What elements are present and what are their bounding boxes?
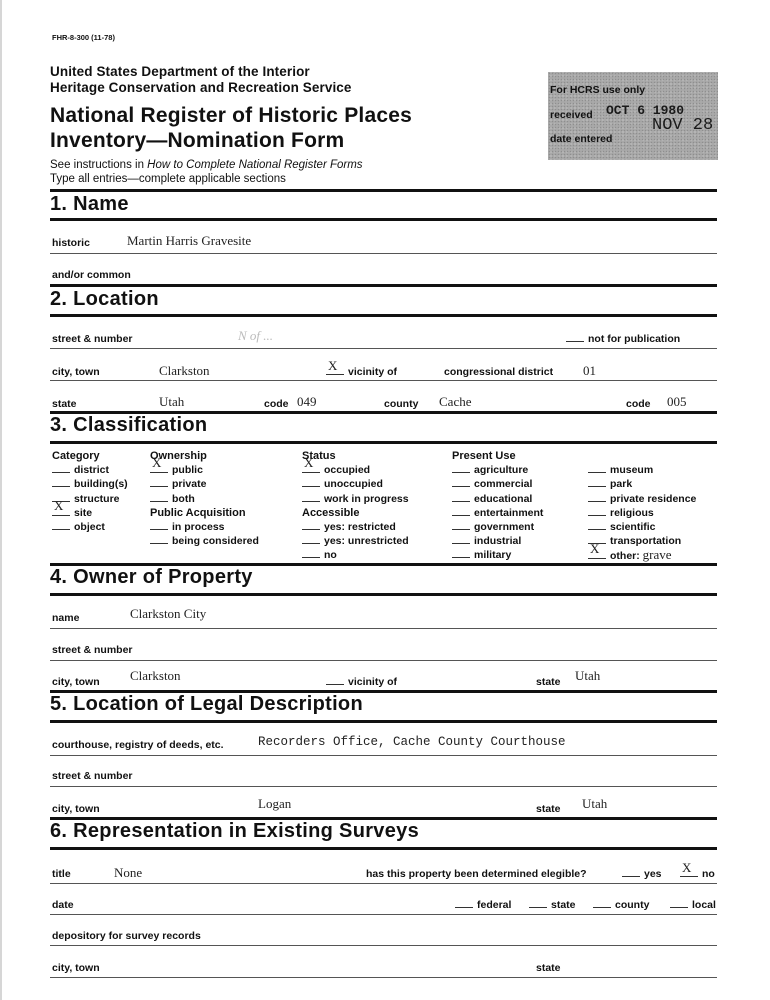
checkbox[interactable] — [302, 549, 320, 558]
status-occupied[interactable] — [302, 463, 409, 477]
checkbox[interactable] — [588, 521, 606, 530]
hcrs-heading: For HCRS use only — [550, 84, 646, 96]
state-label: state — [52, 398, 77, 410]
section-5-heading: 5. Location of Legal Description — [50, 693, 363, 715]
checkbox[interactable] — [52, 521, 70, 530]
received-date: OCT 6 1980 — [606, 103, 685, 118]
option-label: park — [610, 478, 633, 491]
checkbox[interactable] — [588, 464, 606, 473]
instructions-reference: How to Complete National Register Forms — [147, 159, 363, 171]
survey-date-label: date — [52, 899, 74, 911]
form-title-line-1: National Register of Historic Places — [50, 104, 412, 127]
option-label: government — [474, 521, 535, 534]
county-field[interactable]: Cache — [439, 394, 472, 409]
vicinity-label: vicinity of — [348, 676, 398, 688]
field-line — [50, 253, 717, 254]
option-label: commercial — [474, 478, 533, 491]
option-label: state — [551, 899, 576, 911]
ownership-public[interactable] — [150, 463, 259, 477]
category-object[interactable] — [52, 520, 128, 534]
option-label: museum — [610, 464, 654, 477]
owner-city-field[interactable]: Clarkston — [130, 668, 181, 683]
vicinity-label: vicinity of — [348, 366, 398, 378]
checkbox[interactable] — [588, 493, 606, 502]
checkbox[interactable] — [588, 550, 606, 559]
option-label: unoccupied — [324, 478, 383, 491]
checkbox[interactable] — [302, 464, 320, 473]
field-line — [50, 977, 717, 978]
option-label: building(s) — [74, 478, 128, 491]
state-code-field[interactable]: 049 — [297, 394, 317, 409]
checkbox[interactable] — [452, 535, 470, 544]
no-label: no — [702, 868, 715, 880]
present-use-header: Present Use — [452, 450, 516, 462]
option-label: district — [74, 464, 110, 477]
checkbox[interactable] — [452, 521, 470, 530]
hcrs-use-only-box — [548, 72, 718, 160]
option-label: object — [74, 521, 105, 534]
checkbox[interactable] — [452, 549, 470, 558]
depository-label: depository for survey records — [52, 930, 201, 942]
no-checkbox[interactable] — [680, 868, 698, 877]
checkbox[interactable] — [455, 899, 473, 908]
divider — [50, 189, 717, 192]
acquisition-being-considered[interactable] — [150, 534, 259, 548]
section-4-heading: 4. Owner of Property — [50, 566, 253, 588]
status-header: Status — [302, 450, 336, 462]
option-label: industrial — [474, 535, 522, 548]
vicinity-option[interactable] — [326, 366, 397, 378]
category-site[interactable] — [52, 506, 128, 520]
county-label: county — [384, 398, 419, 410]
use-museum[interactable] — [588, 463, 696, 477]
owner-name-field[interactable]: Clarkston City — [130, 606, 207, 621]
status-group — [302, 449, 409, 563]
field-line — [50, 786, 717, 787]
field-line — [50, 628, 717, 629]
county-code-label: code — [626, 398, 651, 410]
checkbox[interactable] — [302, 535, 320, 544]
eligible-yes-option[interactable] — [622, 868, 662, 880]
option-label: entertainment — [474, 506, 544, 519]
use-commercial[interactable] — [452, 477, 543, 491]
use-religious[interactable] — [588, 506, 696, 520]
level-state-option[interactable] — [529, 899, 576, 911]
use-transportation[interactable] — [588, 534, 696, 548]
checkbox[interactable] — [452, 493, 470, 502]
agency-line-2: Heritage Conservation and Recreation Service — [50, 80, 352, 95]
use-agriculture[interactable] — [452, 463, 543, 477]
category-header: Category — [52, 450, 100, 462]
historic-label: historic — [52, 237, 90, 249]
option-label: scientific — [610, 521, 656, 534]
ownership-header: Ownership — [150, 450, 207, 462]
courthouse-field[interactable]: Recorders Office, Cache County Courthouse — [258, 735, 566, 749]
owner-city-label: city, town — [52, 676, 100, 688]
use-government[interactable] — [452, 520, 543, 534]
field-line — [50, 348, 717, 349]
checkbox[interactable] — [452, 464, 470, 473]
level-county-option[interactable] — [593, 899, 649, 911]
divider — [50, 314, 717, 317]
other-use-field[interactable]: grave — [642, 547, 672, 563]
form-number: FHR-8-300 (11-78) — [52, 33, 115, 42]
ownership-both[interactable] — [150, 492, 259, 506]
option-label: yes: unrestricted — [324, 535, 409, 548]
eligible-question: has this property been determined elegible? — [366, 868, 587, 880]
yes-label: yes — [644, 868, 662, 880]
field-line — [50, 755, 717, 756]
use-park[interactable] — [588, 477, 696, 491]
date-entered-label: date entered — [550, 133, 613, 145]
checkbox[interactable] — [302, 493, 320, 502]
divider — [50, 847, 717, 850]
checkbox[interactable] — [52, 464, 70, 473]
agency-line-1: United States Department of the Interior — [50, 64, 310, 79]
public-acquisition-header: Public Acquisition — [150, 506, 246, 519]
option-label: federal — [477, 899, 512, 911]
city-town-label: city, town — [52, 366, 100, 378]
section-1-heading: 1. Name — [50, 193, 129, 215]
use-industrial[interactable] — [452, 534, 543, 548]
county-code-field[interactable]: 005 — [667, 394, 687, 409]
owner-street-label: street & number — [52, 644, 133, 656]
survey-title-label: title — [52, 868, 71, 880]
divider — [50, 441, 717, 444]
use-private-residence[interactable] — [588, 492, 696, 506]
vicinity-checkbox[interactable] — [326, 676, 344, 685]
divider — [50, 593, 717, 596]
street-number-label: street & number — [52, 333, 133, 345]
checkbox[interactable] — [150, 464, 168, 473]
not-for-publication-checkbox[interactable] — [566, 333, 584, 342]
legal-city-label: city, town — [52, 803, 100, 815]
common-name-label: and/or common — [52, 269, 131, 281]
section-3-heading: 3. Classification — [50, 414, 208, 436]
checkbox[interactable] — [593, 899, 611, 908]
status-work-in-progress[interactable] — [302, 492, 409, 506]
owner-state-label: state — [536, 676, 561, 688]
option-label: religious — [610, 506, 654, 519]
survey-state-label: state — [536, 962, 561, 974]
option-label: being considered — [172, 535, 259, 548]
option-label: other: — [610, 550, 640, 563]
eligible-no-option[interactable] — [680, 868, 715, 880]
survey-title-field[interactable]: None — [114, 865, 143, 880]
present-use-group-2 — [588, 449, 696, 564]
checkbox[interactable] — [150, 493, 168, 502]
checkbox[interactable] — [150, 478, 168, 487]
checkbox[interactable] — [529, 899, 547, 908]
category-group — [52, 449, 128, 534]
option-label: no — [324, 549, 337, 562]
option-label: county — [615, 899, 650, 911]
checkbox[interactable] — [452, 478, 470, 487]
option-label: yes: restricted — [324, 521, 396, 534]
form-title-line-2: Inventory—Nomination Form — [50, 129, 345, 152]
category-buildings[interactable] — [52, 477, 128, 491]
yes-checkbox[interactable] — [622, 868, 640, 877]
use-scientific[interactable] — [588, 520, 696, 534]
survey-city-label: city, town — [52, 962, 100, 974]
level-local-option[interactable] — [670, 899, 716, 911]
section-6-heading: 6. Representation in Existing Surveys — [50, 820, 419, 842]
divider — [50, 720, 717, 723]
use-military[interactable] — [452, 548, 543, 562]
category-district[interactable] — [52, 463, 128, 477]
vicinity-checkbox[interactable] — [326, 366, 344, 375]
use-entertainment[interactable] — [452, 506, 543, 520]
option-label: military — [474, 549, 512, 562]
present-use-group-1 — [452, 449, 543, 563]
state-code-label: code — [264, 398, 289, 410]
historic-name-field[interactable]: Martin Harris Gravesite — [127, 233, 252, 248]
instructions-prefix: See instructions in — [50, 159, 148, 171]
checkbox[interactable] — [52, 507, 70, 516]
checkbox[interactable] — [302, 478, 320, 487]
city-town-field[interactable]: Clarkston — [159, 363, 210, 378]
acquisition-in-process[interactable] — [150, 520, 259, 534]
checkbox[interactable] — [452, 507, 470, 516]
congressional-district-label: congressional district — [444, 366, 554, 378]
street-number-field[interactable]: N of ... — [238, 328, 274, 343]
option-label: public — [172, 464, 203, 477]
checkbox[interactable] — [588, 478, 606, 487]
field-line — [50, 380, 717, 381]
option-label: local — [692, 899, 716, 911]
not-for-publication-label: not for publication — [588, 333, 681, 345]
use-educational[interactable] — [452, 492, 543, 506]
state-field[interactable]: Utah — [159, 394, 185, 409]
checkbox[interactable] — [670, 899, 688, 908]
option-label: agriculture — [474, 464, 529, 477]
option-label: occupied — [324, 464, 371, 477]
option-label: site — [74, 506, 93, 519]
congressional-district-field[interactable]: 01 — [583, 363, 596, 378]
field-line — [50, 914, 717, 915]
divider — [50, 284, 717, 287]
option-label: transportation — [610, 535, 682, 548]
field-line — [50, 883, 717, 884]
owner-state-field[interactable]: Utah — [575, 668, 601, 683]
field-line — [50, 660, 717, 661]
option-label: in process — [172, 521, 225, 534]
legal-state-field[interactable]: Utah — [582, 796, 608, 811]
legal-street-label: street & number — [52, 770, 133, 782]
instructions-line-2: Type all entries—complete applicable sections — [50, 173, 286, 185]
field-line — [50, 945, 717, 946]
section-2-heading: 2. Location — [50, 288, 159, 310]
owner-name-label: name — [52, 612, 80, 624]
level-federal-option[interactable] — [455, 899, 511, 911]
instructions-line-1 — [50, 159, 363, 171]
divider — [50, 218, 717, 221]
date-entered-value: NOV 28 — [652, 116, 714, 135]
accessible-no[interactable] — [302, 548, 409, 562]
option-label: both — [172, 492, 195, 505]
owner-vicinity-option[interactable] — [326, 676, 397, 688]
option-label: educational — [474, 492, 533, 505]
option-label: private — [172, 478, 207, 491]
accessible-yes-restricted[interactable] — [302, 520, 409, 534]
option-label: structure — [74, 492, 120, 505]
checkbox[interactable] — [150, 535, 168, 544]
use-other[interactable] — [588, 548, 696, 563]
checkbox[interactable] — [588, 507, 606, 516]
option-label: work in progress — [324, 492, 409, 505]
ownership-group — [150, 449, 259, 548]
status-unoccupied[interactable] — [302, 477, 409, 491]
legal-city-field[interactable]: Logan — [258, 796, 292, 811]
ownership-private[interactable] — [150, 477, 259, 491]
accessible-yes-unrestricted[interactable] — [302, 534, 409, 548]
accessible-header: Accessible — [302, 506, 360, 519]
legal-state-label: state — [536, 803, 561, 815]
courthouse-label: courthouse, registry of deeds, etc. — [52, 739, 224, 751]
checkbox[interactable] — [52, 478, 70, 487]
checkbox[interactable] — [302, 521, 320, 530]
received-label: received — [550, 109, 593, 121]
option-label: private residence — [610, 492, 697, 505]
checkbox[interactable] — [150, 521, 168, 530]
not-for-publication-option[interactable] — [566, 333, 680, 345]
